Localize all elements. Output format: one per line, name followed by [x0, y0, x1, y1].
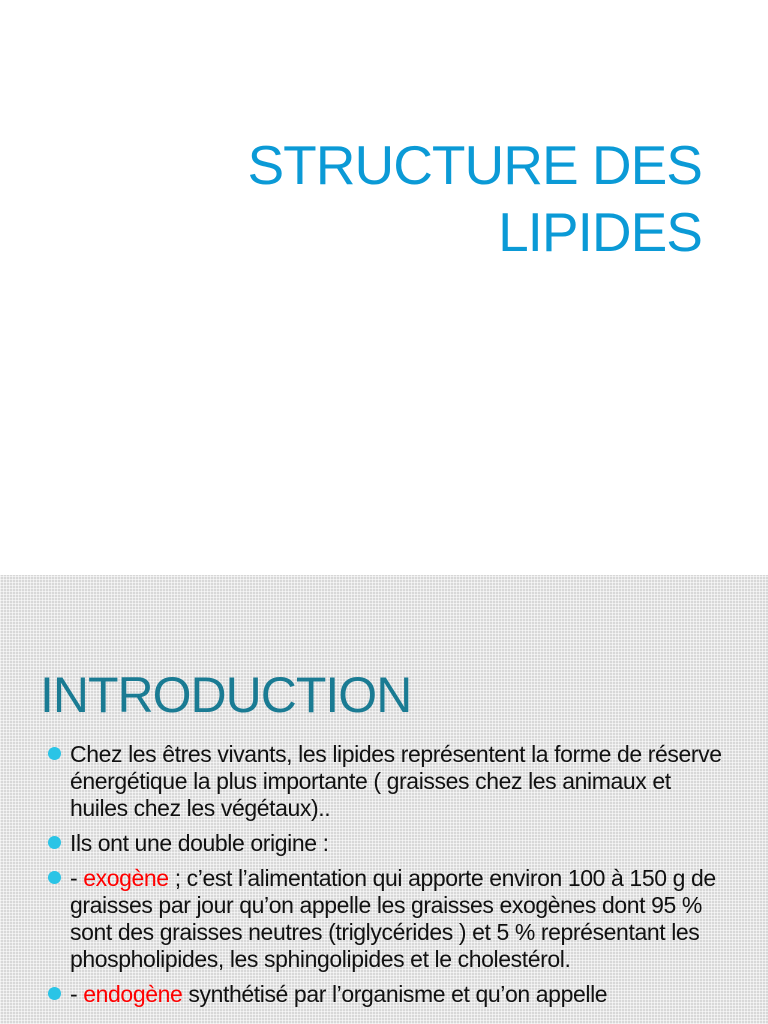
list-item	[46, 741, 726, 822]
list-item	[46, 865, 726, 973]
bullet-text: synthétisé par l’organisme et qu’on appelle	[182, 981, 608, 1007]
slide-title	[247, 132, 702, 266]
bullet-dot-icon	[48, 987, 61, 1000]
slide-title-line-1: STRUCTURE DES	[247, 134, 702, 196]
bullet-text: Ils ont une double origine :	[70, 830, 329, 856]
introduction-slide	[0, 575, 768, 1024]
list-item	[46, 981, 726, 1008]
bullet-text: ; c’est l’alimentation qui apporte environ 100 à 150 g de graisses par jour qu’on appelle les graisses exogènes dont 95 % sont des graisses neutres (triglycérides ) et 5 % représentant les phospholipides, les sphingolipides et le cholestérol.	[70, 865, 716, 972]
bullet-list	[46, 741, 726, 1016]
bullet-prefix: -	[70, 865, 84, 891]
introduction-heading: INTRODUCTION	[40, 667, 412, 723]
bullet-dot-icon	[48, 871, 61, 884]
slide-title-line-2: LIPIDES	[498, 201, 702, 263]
list-item	[46, 830, 726, 857]
bullet-text: Chez les êtres vivants, les lipides représentent la forme de réserve énergétique la plus importante ( graisses chez les animaux et huiles chez les végétaux)..	[70, 741, 722, 821]
bullet-dot-icon	[48, 747, 61, 760]
bullet-prefix: -	[70, 981, 84, 1007]
bullet-dot-icon	[48, 836, 61, 849]
highlight-exogene: exogène	[83, 865, 169, 891]
highlight-endogene: endogène	[83, 981, 183, 1007]
